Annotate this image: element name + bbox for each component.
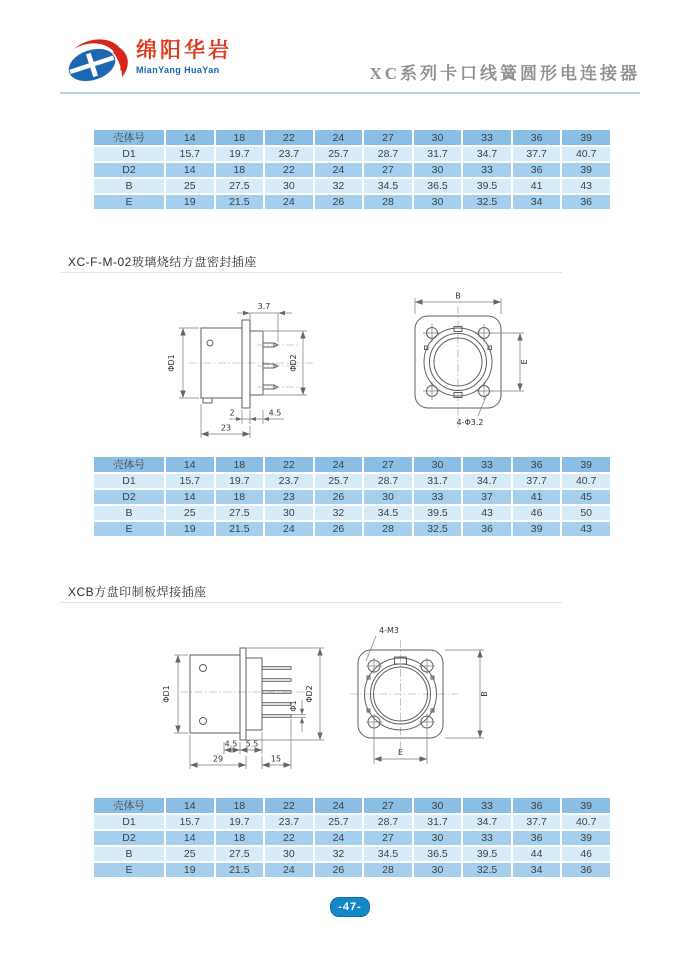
value-cell: 18 [215,129,265,146]
value-cell: 28 [363,862,413,878]
value-cell: 26 [314,489,364,505]
value-cell: 31.7 [413,473,463,489]
value-cell: 19 [165,194,215,210]
table-row [93,814,611,830]
value-cell: 19.7 [215,146,265,162]
section-divider [60,272,562,273]
value-cell: 26 [314,862,364,878]
value-cell: 27.5 [215,178,265,194]
value-cell: 25.7 [314,473,364,489]
table-header-row [93,129,611,146]
table-header-row [93,797,611,814]
row-label-cell: E [93,862,165,878]
table-row [93,505,611,521]
dimension-label: Φ1 [289,700,298,712]
value-cell: 34 [512,862,562,878]
row-label-cell: 壳体号 [93,129,165,146]
value-cell: 28 [363,521,413,537]
value-cell: 27 [363,129,413,146]
value-cell: 15.7 [165,473,215,489]
dimension-table-2 [92,455,612,538]
value-cell: 19 [165,521,215,537]
value-cell: 14 [165,797,215,814]
value-cell: 43 [561,178,611,194]
value-cell: 40.7 [561,814,611,830]
dimension-label: 4.5 [224,739,238,749]
value-cell: 43 [561,521,611,537]
value-cell: 28.7 [363,146,413,162]
value-cell: 37.7 [512,146,562,162]
value-cell: 18 [215,162,265,178]
value-cell: 28.7 [363,814,413,830]
dimension-label: E [520,359,529,365]
value-cell: 26 [314,194,364,210]
company-name-en: MianYang HuaYan [136,65,220,76]
row-label-cell: 壳体号 [93,456,165,473]
value-cell: 23.7 [264,146,314,162]
value-cell: 34.7 [462,814,512,830]
value-cell: 23.7 [264,814,314,830]
value-cell: 22 [264,129,314,146]
value-cell: 23.7 [264,473,314,489]
value-cell: 22 [264,830,314,846]
value-cell: 32 [314,505,364,521]
value-cell: 30 [264,846,314,862]
dimension-label: 5.5 [245,739,259,749]
value-cell: 30 [264,178,314,194]
value-cell: 18 [215,830,265,846]
dimension-label: 2 [229,408,235,418]
row-label-cell: B [93,178,165,194]
value-cell: 36 [512,797,562,814]
dimension-label: ΦD2 [289,354,298,372]
value-cell: 36 [512,830,562,846]
value-cell: 41 [512,178,562,194]
value-cell: 31.7 [413,146,463,162]
value-cell: 14 [165,456,215,473]
row-label-cell: D2 [93,489,165,505]
value-cell: 32.5 [462,862,512,878]
dimension-label: 15 [270,754,282,764]
value-cell: 30 [413,129,463,146]
value-cell: 32.5 [413,521,463,537]
dimension-table-3 [92,796,612,879]
value-cell: 39 [561,129,611,146]
value-cell: 32 [314,178,364,194]
table-row [93,521,611,537]
value-cell: 28.7 [363,473,413,489]
value-cell: 26 [314,521,364,537]
row-label-cell: B [93,505,165,521]
value-cell: 50 [561,505,611,521]
value-cell: 14 [165,489,215,505]
hole-spec-label: 4-Φ3.2 [456,418,484,427]
value-cell: 30 [413,456,463,473]
row-label-cell: D1 [93,473,165,489]
xcb-front-view-drawing [346,616,511,781]
value-cell: 33 [462,129,512,146]
value-cell: 40.7 [561,473,611,489]
value-cell: 33 [462,456,512,473]
value-cell: 37 [462,489,512,505]
table-row [93,846,611,862]
dimension-label: E [397,748,404,757]
value-cell: 44 [512,846,562,862]
row-label-cell: D2 [93,830,165,846]
row-label-cell: D1 [93,814,165,830]
value-cell: 25 [165,846,215,862]
dimension-label: ΦD1 [162,685,171,703]
value-cell: 18 [215,797,265,814]
table-row [93,162,611,178]
header-divider [60,92,640,94]
row-label-cell: B [93,846,165,862]
value-cell: 22 [264,162,314,178]
value-cell: 21.5 [215,194,265,210]
value-cell: 40.7 [561,146,611,162]
value-cell: 39 [512,521,562,537]
dimension-label: B [480,691,489,697]
value-cell: 39 [561,162,611,178]
page-number-badge: -47- [330,897,370,917]
section-divider [60,602,562,603]
dimension-label: B [455,291,461,301]
value-cell: 24 [314,830,364,846]
value-cell: 36 [512,162,562,178]
company-name [136,39,232,75]
dimension-label: ΦD1 [167,354,176,372]
value-cell: 24 [264,521,314,537]
value-cell: 24 [264,862,314,878]
value-cell: 34.5 [363,505,413,521]
dimension-label: 4.5 [268,408,282,418]
value-cell: 27 [363,830,413,846]
table-row [93,862,611,878]
value-cell: 36 [561,194,611,210]
company-name-cn: 绵阳华岩 [136,39,232,62]
value-cell: 36 [512,129,562,146]
value-cell: 24 [314,797,364,814]
company-logo-icon [62,36,132,90]
dimension-label: 29 [212,754,224,764]
value-cell: 18 [215,456,265,473]
hole-spec-label: 4-M3 [379,626,399,635]
value-cell: 39 [561,830,611,846]
value-cell: 33 [462,797,512,814]
value-cell: 15.7 [165,814,215,830]
value-cell: 28 [363,194,413,210]
value-cell: 39.5 [462,178,512,194]
value-cell: 41 [512,489,562,505]
section-title-xc-f-m-02: XC-F-M-02玻璃烧结方盘密封插座 [68,255,257,269]
dimension-label: ΦD2 [305,685,314,703]
table-row [93,146,611,162]
value-cell: 21.5 [215,521,265,537]
table-row [93,178,611,194]
value-cell: 39.5 [462,846,512,862]
dimension-label: 3.7 [257,302,271,311]
value-cell: 27.5 [215,505,265,521]
value-cell: 39 [561,456,611,473]
value-cell: 25 [165,178,215,194]
dimension-label: 23 [220,423,232,433]
table-row [93,473,611,489]
value-cell: 34.5 [363,846,413,862]
row-label-cell: 壳体号 [93,797,165,814]
value-cell: 30 [413,830,463,846]
value-cell: 30 [413,862,463,878]
value-cell: 27 [363,797,413,814]
value-cell: 34.7 [462,146,512,162]
value-cell: 21.5 [215,862,265,878]
value-cell: 33 [413,489,463,505]
table-header-row [93,456,611,473]
row-label-cell: D2 [93,162,165,178]
value-cell: 34.7 [462,473,512,489]
value-cell: 36 [512,456,562,473]
value-cell: 25 [165,505,215,521]
value-cell: 39.5 [413,505,463,521]
value-cell: 34 [512,194,562,210]
table-row [93,194,611,210]
value-cell: 27 [363,456,413,473]
value-cell: 36 [462,521,512,537]
value-cell: 33 [462,830,512,846]
value-cell: 18 [215,489,265,505]
value-cell: 27.5 [215,846,265,862]
value-cell: 43 [462,505,512,521]
value-cell: 45 [561,489,611,505]
value-cell: 24 [314,456,364,473]
value-cell: 33 [462,162,512,178]
value-cell: 31.7 [413,814,463,830]
value-cell: 24 [314,129,364,146]
value-cell: 37.7 [512,473,562,489]
value-cell: 37.7 [512,814,562,830]
dimension-table-1 [92,128,612,211]
value-cell: 32.5 [462,194,512,210]
value-cell: 30 [413,194,463,210]
value-cell: 24 [314,162,364,178]
xc-front-view-drawing [398,286,558,446]
document-title: XC系列卡口线簧圆形电连接器 [369,64,640,83]
value-cell: 30 [413,797,463,814]
value-cell: 39 [561,797,611,814]
section-title-xcb: XCB方盘印制板焊接插座 [68,585,207,599]
value-cell: 30 [413,162,463,178]
value-cell: 25.7 [314,814,364,830]
value-cell: 23 [264,489,314,505]
row-label-cell: D1 [93,146,165,162]
value-cell: 19 [165,862,215,878]
value-cell: 22 [264,456,314,473]
xcb-side-view-drawing [150,620,365,780]
value-cell: 36 [561,862,611,878]
value-cell: 32 [314,846,364,862]
value-cell: 14 [165,830,215,846]
value-cell: 46 [561,846,611,862]
row-label-cell: E [93,194,165,210]
table-row [93,489,611,505]
value-cell: 30 [264,505,314,521]
value-cell: 34.5 [363,178,413,194]
value-cell: 30 [363,489,413,505]
value-cell: 19.7 [215,814,265,830]
value-cell: 36.5 [413,846,463,862]
value-cell: 46 [512,505,562,521]
xc-side-view-drawing [153,286,358,446]
value-cell: 15.7 [165,146,215,162]
row-label-cell: E [93,521,165,537]
value-cell: 19.7 [215,473,265,489]
value-cell: 25.7 [314,146,364,162]
value-cell: 24 [264,194,314,210]
value-cell: 36.5 [413,178,463,194]
value-cell: 14 [165,129,215,146]
table-row [93,830,611,846]
value-cell: 22 [264,797,314,814]
value-cell: 27 [363,162,413,178]
value-cell: 14 [165,162,215,178]
